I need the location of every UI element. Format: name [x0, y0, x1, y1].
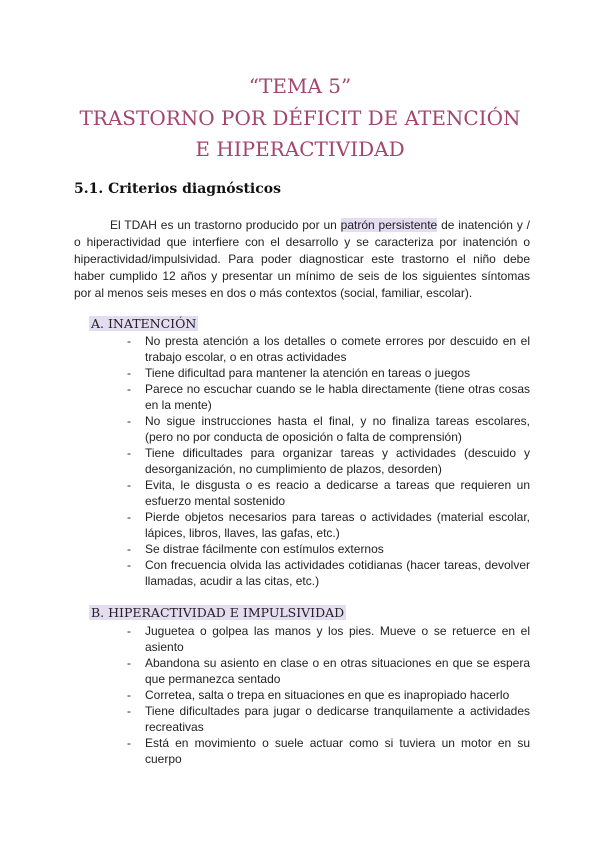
- highlighted-phrase: patrón persistente: [340, 218, 438, 232]
- bullet-dash: -: [127, 656, 131, 670]
- bullet-dash: -: [127, 624, 131, 638]
- list-item: - No presta atención a los detalles o comete errores por descuido en el trabajo escolar, o en otras actividades: [127, 334, 530, 364]
- list-item: - Está en movimiento o suele actuar como si tuviera un motor en su cuerpo: [127, 736, 530, 766]
- hyperactivity-list: [127, 623, 530, 767]
- intro-text-end: de inatención y / o hiperactividad que interfiere con el desarrollo y se caracteriza por inatención o hiperactividad/impulsividad. Para poder diagnosticar este trastorno el niño debe haber cumplido 12 años y presentar un mínimo de seis de los siguientes síntomas por al menos seis meses en dos o más contextos (social, familiar, escolar).: [74, 218, 530, 300]
- topic-title-line-1: TRASTORNO POR DÉFICIT DE ATENCIÓN: [79, 106, 521, 130]
- list-item: - Con frecuencia olvida las actividades cotidianas (hacer tareas, devolver llamadas, acudir a las citas, etc.): [127, 558, 530, 588]
- bullet-dash: -: [127, 334, 131, 348]
- section-heading: 5.1. Criterios diagnósticos: [74, 181, 281, 197]
- bullet-dash: -: [127, 558, 131, 572]
- topic-title-line-2: E HIPERACTIVIDAD: [195, 137, 405, 161]
- intro-paragraph: [74, 217, 530, 302]
- list-item: - Corretea, salta o trepa en situaciones en que es inapropiado hacerlo: [127, 688, 510, 702]
- topic-number-title: “TEMA 5”: [248, 74, 352, 98]
- list-item: - Abandona su asiento en clase o en otras situaciones en que se espera que permanezca sentado: [127, 656, 530, 686]
- list-item: - Evita, le disgusta o es reacio a dedicarse a tareas que requieren un esfuerzo mental sostenido: [127, 478, 530, 508]
- bullet-dash: -: [127, 382, 131, 396]
- inattention-heading: A. INATENCIÓN: [91, 316, 197, 331]
- bullet-dash: -: [127, 478, 131, 492]
- list-item: - Juguetea o golpea las manos y los pies. Mueve o se retuerce en el asiento: [127, 624, 530, 654]
- list-item: - Parece no escuchar cuando se le habla directamente (tiene otras cosas en la mente): [127, 382, 530, 412]
- hyperactivity-heading: B. HIPERACTIVIDAD E IMPULSIVIDAD: [91, 605, 345, 620]
- list-item: - Tiene dificultades para jugar o dedicarse tranquilamente a actividades recreativas: [127, 704, 530, 734]
- list-item: - Pierde objetos necesarios para tareas o actividades (material escolar, lápices, libros, llaves, las gafas, etc.): [127, 510, 530, 540]
- bullet-dash: -: [127, 446, 131, 460]
- list-item: - Se distrae fácilmente con estímulos externos: [127, 542, 384, 556]
- bullet-dash: -: [127, 414, 131, 428]
- inattention-list: [127, 333, 530, 589]
- list-item: - Tiene dificultades para organizar tareas y actividades (descuido y desorganización, no cumplimiento de plazos, desorden): [127, 446, 530, 476]
- bullet-dash: -: [127, 736, 131, 750]
- bullet-dash: -: [127, 704, 131, 718]
- list-item: - No sigue instrucciones hasta el final, y no finaliza tareas escolares, (pero no por conducta de oposición o falta de comprensión): [127, 414, 530, 444]
- bullet-dash: -: [127, 366, 131, 380]
- bullet-dash: -: [127, 688, 131, 702]
- bullet-dash: -: [127, 510, 131, 524]
- list-item: - Tiene dificultad para mantener la atención en tareas o juegos: [127, 366, 471, 380]
- bullet-dash: -: [127, 542, 131, 556]
- intro-text-start: El TDAH es un trastorno producido por un: [110, 218, 341, 232]
